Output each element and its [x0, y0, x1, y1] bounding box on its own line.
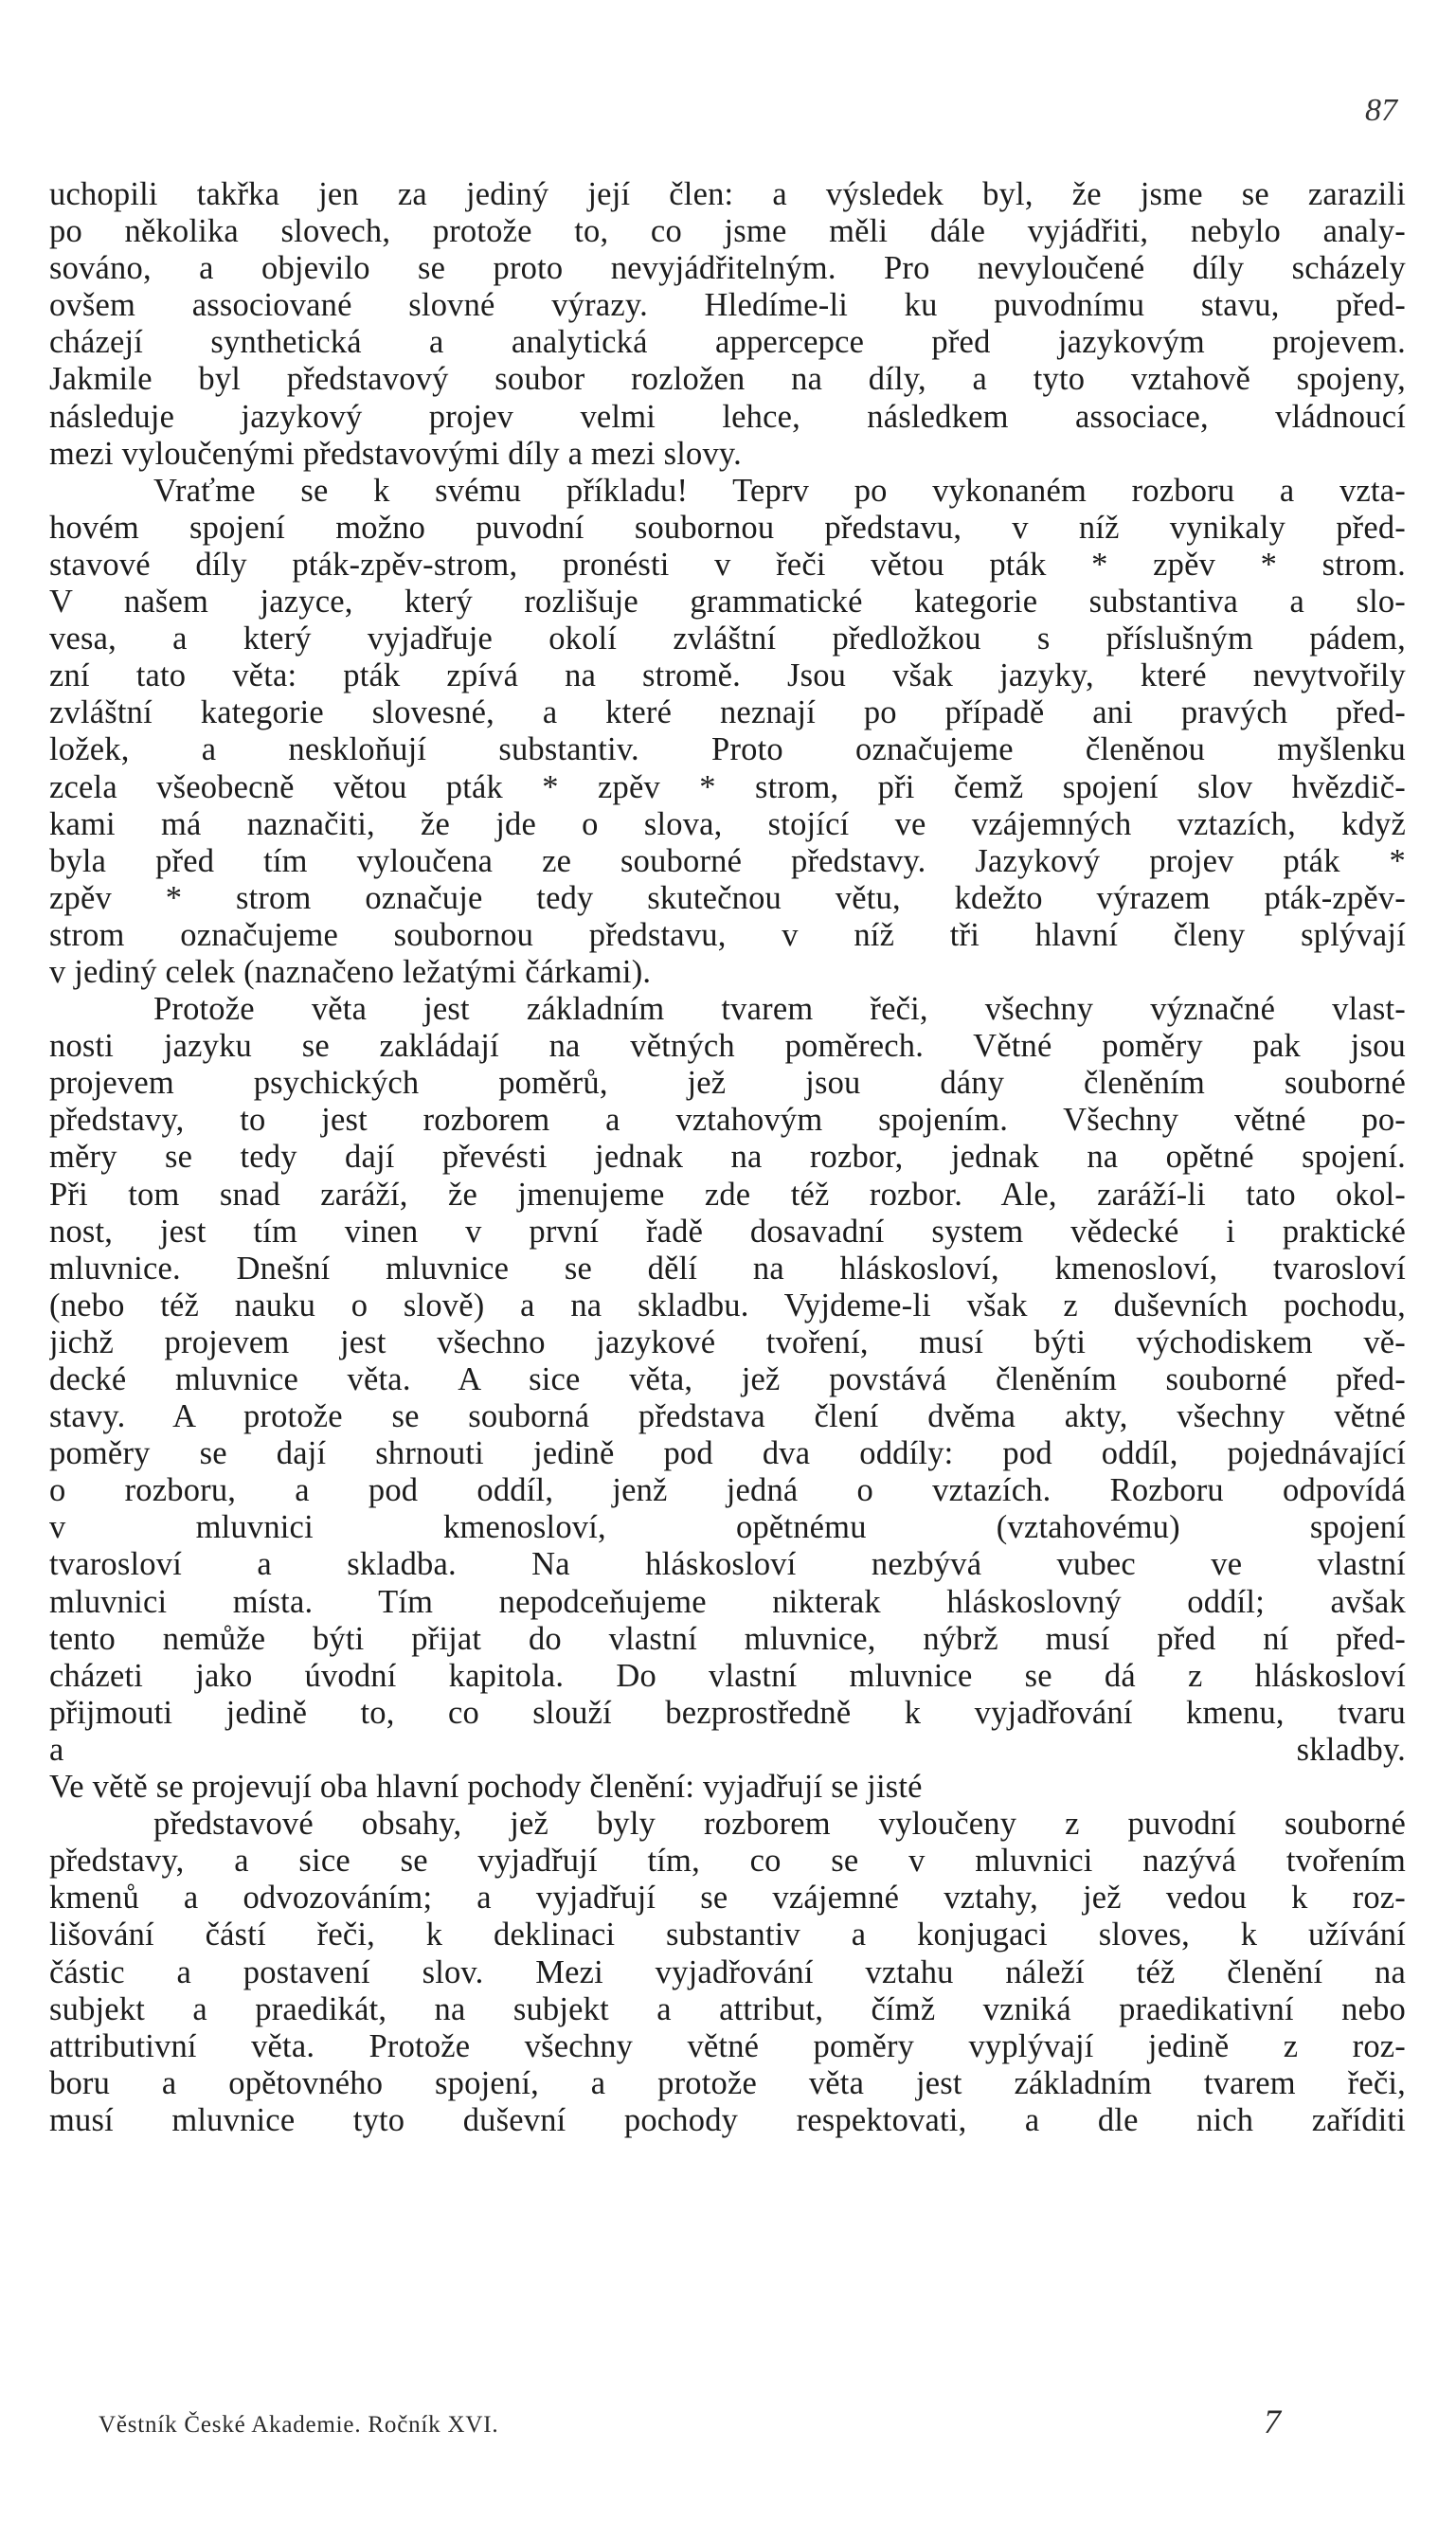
text-line: V našem jazyce, který rozlišuje grammatické kategorie substantiva a slo- — [49, 584, 1406, 621]
text-line: v mluvnici kmenosloví, opětnému (vztahovému) spojení — [49, 1509, 1406, 1546]
text-line: zní tato věta: pták zpívá na stromě. Jsou však jazyky, které nevytvořily — [49, 657, 1406, 694]
text-line: Jakmile byl představový soubor rozložen na díly, a tyto vztahově spojeny, — [49, 361, 1406, 398]
page-number: 87 — [1365, 93, 1397, 128]
text-line: kami má naznačiti, že jde o slova, stojící ve vzájemných vztazích, když — [49, 805, 1406, 842]
text-line: zpěv * strom označuje tedy skutečnou větu, kdežto výrazem pták-zpěv- — [49, 879, 1406, 916]
text-line: stavové díly pták-zpěv-strom, pronésti v řeči větou pták * zpěv * strom. — [49, 546, 1406, 583]
text-line: nosti jazyku se zakládají na větných poměrech. Větné poměry pak jsou — [49, 1028, 1406, 1065]
footer-journal-name: Věstník České Akademie. Ročník XVI. — [99, 2412, 499, 2438]
text-line: lišování částí řeči, k deklinaci substantiv a konjugaci sloves, k užívání — [49, 1917, 1406, 1953]
text-line: poměry se dají shrnouti jedině pod dva oddíly: pod oddíl, pojednávající — [49, 1435, 1406, 1472]
text-line: tvarosloví a skladba. Na hláskosloví nezbývá vubec ve vlastní — [49, 1546, 1406, 1583]
text-line: zvláštní kategorie slovesné, a které neznají po případě ani pravých před- — [49, 694, 1406, 731]
text-line: cházejí synthetická a analytická appercepce před jazykovým projevem. — [49, 324, 1406, 361]
text-line: uchopili takřka jen za jediný její člen: a výsledek byl, že jsme se zarazili — [49, 176, 1406, 212]
text-line: byla před tím vyloučena ze souborné představy. Jazykový projev pták * — [49, 842, 1406, 879]
text-line: přijmouti jedině to, co slouží bezprostředně k vyjadřování kmenu, tvaru — [49, 1694, 1406, 1731]
text-line: představy, a sice se vyjadřují tím, co se v mluvnici nazývá tvořením — [49, 1843, 1406, 1880]
text-line: měry se tedy dají převésti jednak na rozbor, jednak na opětné spojení. — [49, 1139, 1406, 1176]
body-text — [49, 176, 1406, 2139]
text-line: představy, to jest rozborem a vztahovým spojením. Všechny větné po- — [49, 1102, 1406, 1139]
text-line: strom označujeme soubornou představu, v níž tři hlavní členy splývají — [49, 916, 1406, 953]
text-line: hovém spojení možno puvodní soubornou představu, v níž vynikaly před- — [49, 509, 1406, 546]
text-line: decké mluvnice věta. A sice věta, jež povstává členěním souborné před- — [49, 1361, 1406, 1397]
text-line: mezi vyloučenými představovými díly a mezi slovy. — [49, 435, 742, 472]
text-line: ložek, a neskloňují substantiv. Proto označujeme členěnou myšlenku — [49, 731, 1406, 768]
text-line: (nebo též nauku o slově) a na skladbu. Vyjdeme-li však z duševních pochodu, — [49, 1287, 1406, 1323]
text-line: mluvnice. Dnešní mluvnice se dělí na hláskosloví, kmenosloví, tvarosloví — [49, 1250, 1406, 1287]
signature-mark: 7 — [1264, 2403, 1281, 2440]
text-line: cházeti jako úvodní kapitola. Do vlastní mluvnice se dá z hláskosloví — [49, 1657, 1406, 1694]
text-line: attributivní věta. Protože všechny větné poměry vyplývají jedině z roz- — [49, 2027, 1406, 2064]
text-line: Protože věta jest základním tvarem řeči, všechny význačné vlast- — [153, 991, 1406, 1028]
text-line: musí mluvnice tyto duševní pochody respektovati, a dle nich zaříditi — [49, 2101, 1406, 2138]
text-line: ovšem associované slovné výrazy. Hledíme-li ku puvodnímu stavu, před- — [49, 287, 1406, 324]
text-line: Vraťme se k svému příkladu! Teprv po vykonaném rozboru a vzta- — [153, 472, 1406, 509]
text-line: Při tom snad zaráží, že jmenujeme zde též rozbor. Ale, zaráží-li tato okol- — [49, 1176, 1406, 1213]
text-line: představové obsahy, jež byly rozborem vyloučeny z puvodní souborné — [153, 1806, 1406, 1843]
text-line: částic a postavení slov. Mezi vyjadřování vztahu náleží též členění na — [49, 1953, 1406, 1990]
text-line: kmenů a odvozováním; a vyjadřují se vzájemné vztahy, jež vedou k roz- — [49, 1880, 1406, 1917]
text-line: následuje jazykový projev velmi lehce, následkem associace, vládnoucí — [49, 398, 1406, 435]
text-line: tento nemůže býti přijat do vlastní mluvnice, nýbrž musí před ní před- — [49, 1620, 1406, 1657]
text-line: boru a opětovného spojení, a protože věta jest základním tvarem řeči, — [49, 2064, 1406, 2101]
text-line: mluvnici místa. Tím nepodceňujeme nikterak hláskoslovný oddíl; avšak — [49, 1583, 1406, 1620]
text-line: v jediný celek (naznačeno ležatými čárkami). — [49, 953, 652, 990]
text-line: nost, jest tím vinen v první řadě dosavadní system vědecké i praktické — [49, 1213, 1406, 1250]
text-line: sováno, a objevilo se proto nevyjádřitelným. Pro nevyloučené díly scházely — [49, 250, 1406, 287]
text-line: Ve větě se projevují oba hlavní pochody členění: vyjadřují se jisté — [49, 1769, 923, 1806]
text-line: vesa, a který vyjadřuje okolí zvláštní předložkou s příslušným pádem, — [49, 621, 1406, 657]
text-line: po několika slovech, protože to, co jsme měli dále vyjádřiti, nebylo analy- — [49, 213, 1406, 250]
text-line: projevem psychických poměrů, jež jsou dány členěním souborné — [49, 1065, 1406, 1102]
text-line: subjekt a praedikát, na subjekt a attribut, čímž vzniká praedikativní nebo — [49, 1990, 1406, 2027]
text-line: zcela všeobecně větou pták * zpěv * strom, při čemž spojení slov hvězdič- — [49, 768, 1406, 805]
text-line: stavy. A protože se souborná představa člení dvěma akty, všechny větné — [49, 1398, 1406, 1435]
text-line: jichž projevem jest všechno jazykové tvoření, musí býti východiskem vě- — [49, 1323, 1406, 1360]
text-line: a skladby. — [49, 1731, 1406, 1768]
text-line: o rozboru, a pod oddíl, jenž jedná o vztazích. Rozboru odpovídá — [49, 1472, 1406, 1509]
